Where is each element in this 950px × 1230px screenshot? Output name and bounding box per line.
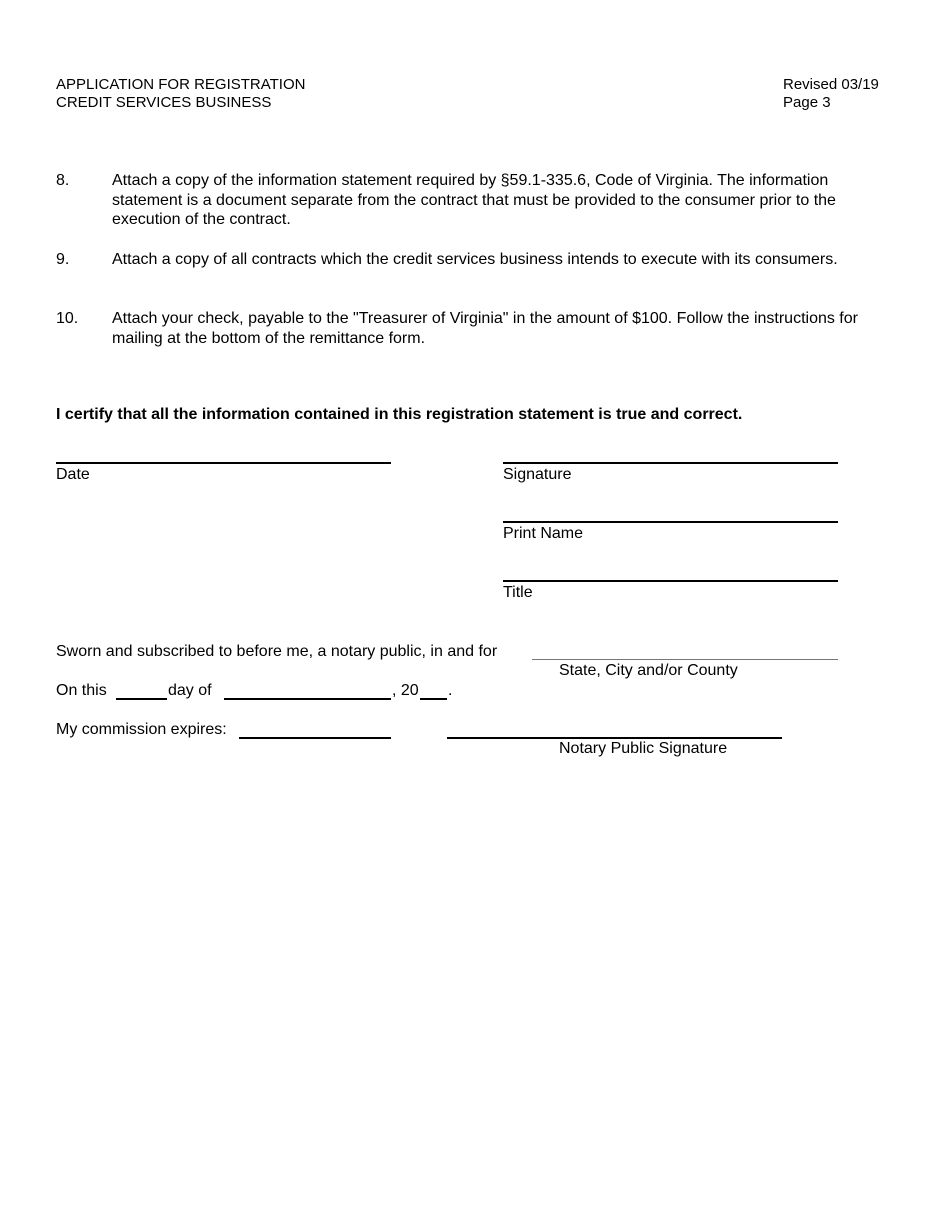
item-10-text: Attach your check, payable to the "Treasurer of Virginia" in the amount of $100. Follow the instructions for mailing at the bottom of the remittance form. xyxy=(112,310,858,347)
revision-date: Revised 03/19 xyxy=(783,76,879,93)
item-9-text: Attach a copy of all contracts which the credit services business intends to execute with its consumers. xyxy=(112,251,838,268)
item-8-number: 8. xyxy=(56,172,70,189)
state-county-label: State, City and/or County xyxy=(559,662,738,679)
sworn-text: Sworn and subscribed to before me, a notary public, in and for xyxy=(56,643,498,660)
signature-field[interactable] xyxy=(503,462,838,464)
signature-label: Signature xyxy=(503,466,572,483)
state-county-field[interactable] xyxy=(532,659,838,660)
print-name-label: Print Name xyxy=(503,525,584,542)
date-label: Date xyxy=(56,466,90,483)
commission-label: My commission expires: xyxy=(56,721,227,738)
title-label: Title xyxy=(503,584,533,601)
certification-statement: I certify that all the information contained in this registration statement is true and correct. xyxy=(56,406,743,423)
day-of-label: day of xyxy=(168,682,212,699)
title-field[interactable] xyxy=(503,580,838,582)
page-number: Page 3 xyxy=(783,94,831,111)
year-field[interactable] xyxy=(420,698,447,700)
form-title-line1: APPLICATION FOR REGISTRATION xyxy=(56,76,306,93)
year-prefix: , 20 xyxy=(392,682,419,699)
print-name-field[interactable] xyxy=(503,521,838,523)
date-field[interactable] xyxy=(56,462,391,464)
on-this-label: On this xyxy=(56,682,107,699)
day-field[interactable] xyxy=(116,698,167,700)
commission-expiry-field[interactable] xyxy=(239,737,391,739)
notary-signature-label: Notary Public Signature xyxy=(559,740,728,757)
month-field[interactable] xyxy=(224,698,391,700)
item-10-number: 10. xyxy=(56,310,79,327)
form-title-line2: CREDIT SERVICES BUSINESS xyxy=(56,94,272,111)
revision-info xyxy=(783,76,879,112)
form-title xyxy=(56,76,305,112)
year-suffix: . xyxy=(448,682,453,699)
item-8-text: Attach a copy of the information statement required by §59.1-335.6, Code of Virginia. The information statement is a document separate from the contract that must be provided to the consumer prior to the execution of the contract. xyxy=(112,172,836,228)
item-9-number: 9. xyxy=(56,251,70,268)
